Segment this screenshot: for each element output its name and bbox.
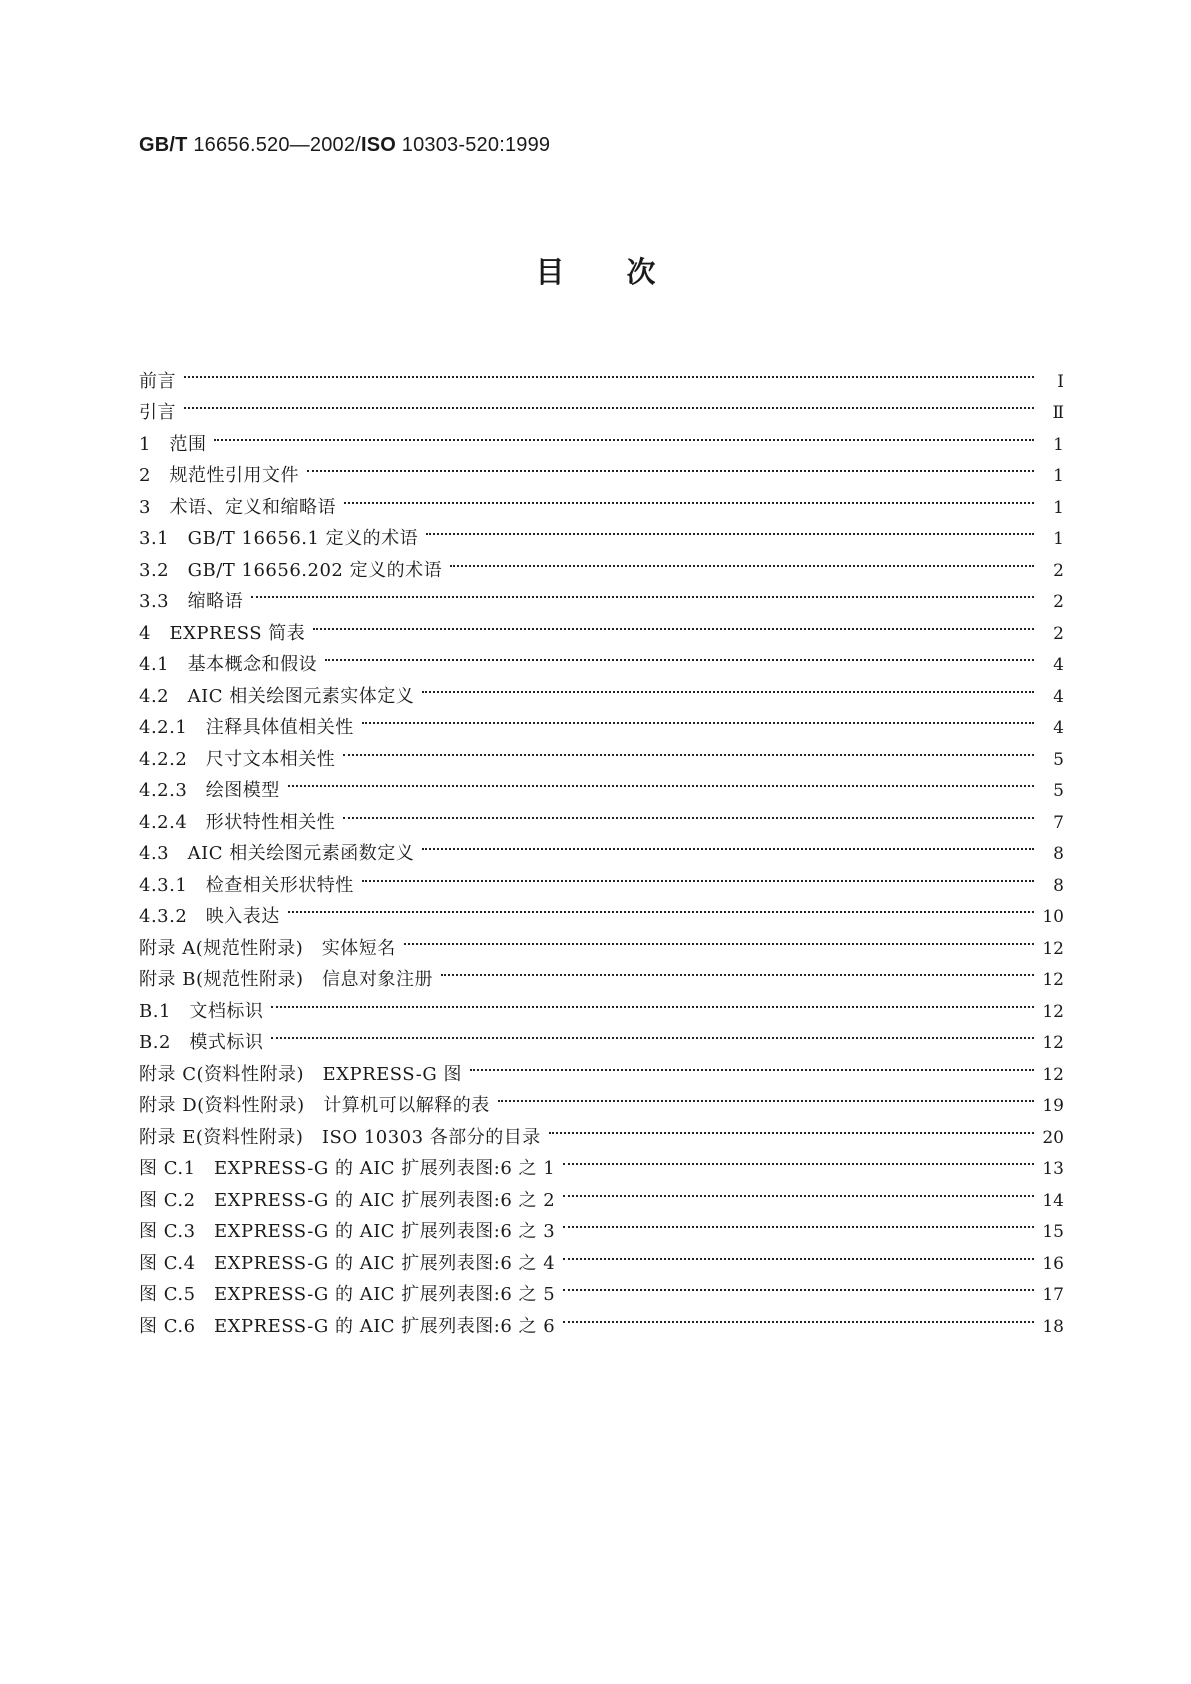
toc-entry-label: 附录 C(资料性附录) EXPRESS-G 图 — [139, 1063, 462, 1085]
toc-entry-page-number: 12 — [1042, 1064, 1064, 1085]
toc-entry-label: 附录 D(资料性附录) 计算机可以解释的表 — [139, 1095, 490, 1116]
toc-entry-page-number: 5 — [1053, 749, 1064, 770]
toc-dot-leader — [561, 1269, 1036, 1301]
toc-dot-leader — [360, 859, 1036, 891]
toc-entry-label: 4.3.1 检查相关形状特性 — [139, 874, 354, 896]
toc-dot-leader — [424, 513, 1036, 545]
toc-entry-label: 4.2.1 注释具体值相关性 — [139, 717, 354, 738]
toc-entry-page-number: 2 — [1053, 592, 1064, 612]
toc-entry-page-number: 13 — [1042, 1159, 1064, 1179]
toc-dot-leader — [561, 1143, 1036, 1175]
toc-entry-label: 3.1 GB/T 16656.1 定义的术语 — [139, 528, 419, 549]
toc-entry-page-number: 12 — [1042, 1033, 1064, 1053]
toc-entry-page-number: 18 — [1042, 1316, 1064, 1337]
toc-dot-leader — [561, 1206, 1036, 1238]
toc-dot-leader — [249, 576, 1036, 608]
toc-dot-leader — [420, 670, 1036, 702]
page-title: 目次 — [535, 255, 718, 289]
toc-entry-label: 4.2.2 尺寸文本相关性 — [139, 748, 336, 770]
toc-entry-label: 引言 — [139, 402, 176, 423]
toc-dot-leader — [360, 702, 1036, 734]
toc-entry[interactable] — [139, 1048, 1064, 1085]
toc-entry-page-number: 1 — [1053, 497, 1064, 518]
toc-entry-label: 前言 — [139, 370, 176, 392]
toc-entry-label: 附录 A(规范性附录) 实体短名 — [139, 937, 396, 959]
toc-dot-leader — [561, 1237, 1036, 1269]
toc-entry-label: 3.2 GB/T 16656.202 定义的术语 — [139, 559, 443, 581]
toc-dot-leader — [269, 1017, 1036, 1049]
toc-dot-leader — [496, 1080, 1036, 1112]
toc-entry-page-number: 5 — [1053, 781, 1064, 801]
toc-dot-leader — [448, 544, 1036, 576]
toc-entry-label: 附录 B(规范性附录) 信息对象注册 — [139, 969, 433, 990]
toc-entry-label: 图 C.1 EXPRESS-G 的 AIC 扩展列表图:6 之 1 — [139, 1158, 556, 1179]
toc-dot-leader — [182, 387, 1036, 419]
toc-entry-label: 图 C.2 EXPRESS-G 的 AIC 扩展列表图:6 之 2 — [139, 1189, 556, 1211]
toc-entry[interactable] — [139, 576, 1064, 612]
toc-entry-page-number: 12 — [1042, 970, 1064, 990]
toc-entry-label: 4.2 AIC 相关绘图元素实体定义 — [139, 685, 415, 707]
toc-entry[interactable] — [139, 607, 1064, 644]
toc-entry-page-number: 14 — [1042, 1190, 1064, 1211]
toc-dot-leader — [286, 765, 1036, 797]
toc-entry-label: 4 EXPRESS 简表 — [139, 622, 306, 644]
std-prefix: GB/T — [139, 134, 188, 156]
toc-entry-page-number: 4 — [1053, 718, 1064, 738]
toc-entry-page-number: 2 — [1053, 560, 1064, 581]
toc-entry-label: 3 术语、定义和缩略语 — [139, 496, 336, 518]
toc-dot-leader — [439, 954, 1036, 986]
toc-entry-page-number: 12 — [1042, 1001, 1064, 1022]
toc-dot-leader — [341, 733, 1036, 765]
toc-dot-leader — [286, 891, 1036, 923]
toc-dot-leader — [468, 1048, 1036, 1080]
toc-entry-page-number: 15 — [1042, 1222, 1064, 1242]
toc-entry-label: 图 C.3 EXPRESS-G 的 AIC 扩展列表图:6 之 3 — [139, 1221, 556, 1242]
toc-entry-page-number: 17 — [1042, 1285, 1064, 1305]
toc-entry-page-number: 10 — [1042, 907, 1064, 927]
toc-entry-page-number: 8 — [1053, 875, 1064, 896]
toc-entry-label: 4.2.4 形状特性相关性 — [139, 811, 336, 833]
toc-entry-page-number: 19 — [1042, 1096, 1064, 1116]
toc-entry[interactable] — [139, 450, 1064, 486]
toc-dot-leader — [212, 418, 1036, 450]
toc-entry-page-number: Ⅱ — [1052, 403, 1064, 423]
toc-dot-leader — [420, 828, 1036, 860]
toc-entry-label: 3.3 缩略语 — [139, 591, 244, 612]
toc-entry-page-number: 4 — [1053, 686, 1064, 707]
toc-dot-leader — [323, 639, 1036, 671]
toc-dot-leader — [341, 796, 1036, 828]
toc-entry-page-number: 1 — [1053, 434, 1064, 455]
toc-entry-page-number: 7 — [1053, 812, 1064, 833]
toc-entry-page-number: 1 — [1053, 529, 1064, 549]
std-number: 16656.520—2002/ — [187, 134, 361, 156]
toc-entry-page-number: 12 — [1042, 938, 1064, 959]
toc-entry[interactable] — [139, 985, 1064, 1022]
toc-entry[interactable] — [139, 1017, 1064, 1053]
toc-dot-leader — [402, 922, 1036, 954]
toc-dot-leader — [269, 985, 1036, 1017]
toc-entry-label: B.1 文档标识 — [139, 1000, 264, 1022]
toc-dot-leader — [561, 1300, 1036, 1332]
toc-entry[interactable] — [139, 418, 1064, 455]
toc-entry-label: 图 C.6 EXPRESS-G 的 AIC 扩展列表图:6 之 6 — [139, 1315, 556, 1337]
toc-entry-page-number: 4 — [1053, 655, 1064, 675]
toc-entry-label: 4.2.3 绘图模型 — [139, 780, 280, 801]
toc-entry-label: 附录 E(资料性附录) ISO 10303 各部分的目录 — [139, 1126, 541, 1148]
toc-entry-label: 4.1 基本概念和假设 — [139, 654, 318, 675]
toc-entry[interactable] — [139, 355, 1064, 392]
toc-dot-leader — [547, 1111, 1036, 1143]
toc-entry-label: 图 C.4 EXPRESS-G 的 AIC 扩展列表图:6 之 4 — [139, 1252, 556, 1274]
toc-dot-leader — [311, 607, 1036, 639]
toc-entry-label: 4.3.2 映入表达 — [139, 906, 280, 927]
iso-number: 10303-520:1999 — [396, 134, 551, 156]
toc-entry-page-number: Ⅰ — [1057, 371, 1064, 392]
toc-entry-page-number: 2 — [1053, 623, 1064, 644]
toc-dot-leader — [342, 481, 1036, 513]
toc-entry-page-number: 1 — [1053, 466, 1064, 486]
toc-entry-page-number: 8 — [1053, 844, 1064, 864]
toc-entry[interactable] — [139, 387, 1064, 423]
toc-entry-label: 4.3 AIC 相关绘图元素函数定义 — [139, 843, 415, 864]
toc-entry-label: 1 范围 — [139, 433, 207, 455]
iso-prefix: ISO — [360, 134, 396, 156]
table-of-contents — [139, 355, 1064, 1337]
toc-dot-leader — [305, 450, 1036, 482]
toc-entry-page-number: 20 — [1042, 1127, 1064, 1148]
toc-entry-label: B.2 模式标识 — [139, 1032, 264, 1053]
toc-entry-page-number: 16 — [1042, 1253, 1064, 1274]
toc-entry-label: 图 C.5 EXPRESS-G 的 AIC 扩展列表图:6 之 5 — [139, 1284, 556, 1305]
toc-dot-leader — [561, 1174, 1036, 1206]
toc-dot-leader — [182, 355, 1036, 387]
standard-number-header — [139, 134, 550, 157]
toc-entry-label: 2 规范性引用文件 — [139, 465, 299, 486]
